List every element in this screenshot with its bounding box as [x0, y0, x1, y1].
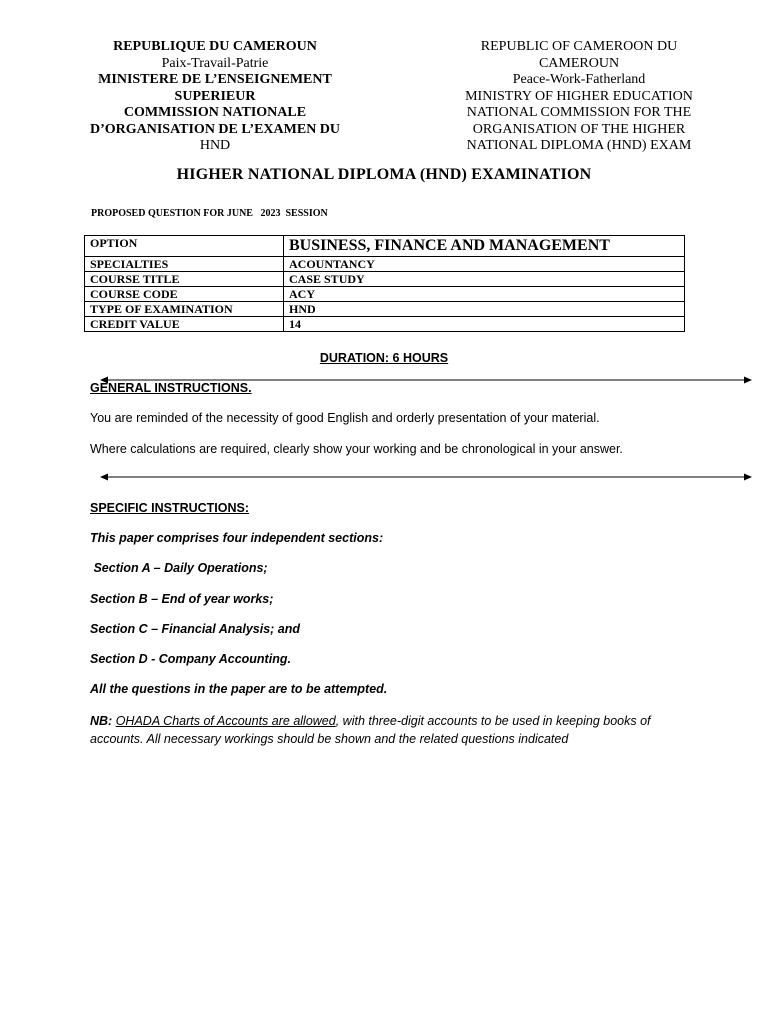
header-en-line: CAMEROUN — [538, 55, 620, 71]
exam-title: HIGHER NATIONAL DIPLOMA (HND) EXAMINATION — [176, 166, 592, 183]
table-row — [85, 236, 685, 257]
exam-type-label: TYPE OF EXAMINATION — [85, 302, 284, 317]
sections-intro: This paper comprises four independent sections: — [90, 531, 384, 545]
header-fr-line: MINISTERE DE L’ENSEIGNEMENT — [98, 72, 332, 87]
header-fr-line: SUPERIEUR — [174, 88, 256, 104]
nb-text: accounts. All necessary workings should be shown and the related questions indicated — [90, 732, 569, 746]
header-french — [80, 39, 350, 155]
nb-text: , with three-digit accounts to be used in keeping books of — [335, 714, 651, 728]
general-instruction-2: Where calculations are required, clearly show your working and be chronological in your answer. — [90, 442, 623, 456]
table-row — [85, 287, 685, 302]
double-arrow-divider — [100, 375, 752, 385]
course-info-table — [84, 235, 685, 332]
course-code-value: ACY — [284, 287, 685, 302]
specific-instructions-heading: SPECIFIC INSTRUCTIONS: — [90, 501, 250, 515]
table-row — [85, 317, 685, 332]
course-title-value: CASE STUDY — [284, 272, 685, 287]
section-b-item: Section B – End of year works; — [90, 592, 274, 606]
header-en-line: ORGANISATION OF THE HIGHER — [472, 121, 686, 137]
header-fr-line: COMMISSION NATIONALE — [123, 105, 307, 120]
duration: DURATION: 6 HOURS — [319, 351, 449, 365]
header-en-line: Peace-Work-Fatherland — [512, 72, 646, 87]
section-d-item: Section D - Company Accounting. — [90, 652, 291, 666]
course-code-label: COURSE CODE — [85, 287, 284, 302]
section-c-item: Section C – Financial Analysis; and — [90, 622, 301, 636]
nb-label: NB: — [90, 714, 113, 728]
header-en-line: REPUBLIC OF CAMEROON DU — [480, 39, 678, 54]
option-value: BUSINESS, FINANCE AND MANAGEMENT — [284, 236, 685, 257]
header-en-line: NATIONAL COMMISSION FOR THE — [466, 105, 692, 120]
specialties-value: ACOUNTANCY — [284, 257, 685, 272]
general-instruction-1: You are reminded of the necessity of good English and orderly presentation of your material. — [90, 411, 600, 425]
header-en-line: NATIONAL DIPLOMA (HND) EXAM — [466, 138, 692, 153]
option-label: OPTION — [85, 236, 284, 257]
course-title-label: COURSE TITLE — [85, 272, 284, 287]
header-fr-line: HND — [199, 138, 231, 153]
exam-type-value: HND — [284, 302, 685, 317]
nb-note — [90, 712, 651, 748]
header-fr-line: Paix-Travail-Patrie — [161, 55, 269, 71]
header-en-line: MINISTRY OF HIGHER EDUCATION — [465, 88, 693, 104]
table-row — [85, 257, 685, 272]
nb-allowed-text: OHADA Charts of Accounts are allowed — [115, 714, 336, 728]
section-a-item: Section A – Daily Operations; — [90, 561, 268, 575]
table-row — [85, 272, 685, 287]
header-fr-line: REPUBLIQUE DU CAMEROUN — [113, 39, 317, 54]
header-fr-line: D’ORGANISATION DE L’EXAMEN DU — [89, 121, 341, 137]
credit-value-value: 14 — [284, 317, 685, 332]
header-english — [452, 39, 706, 155]
table-row — [85, 302, 685, 317]
session-line: PROPOSED QUESTION FOR JUNE 2023 SESSION — [91, 208, 328, 219]
all-questions-note: All the questions in the paper are to be attempted. — [90, 682, 388, 696]
credit-value-label: CREDIT VALUE — [85, 317, 284, 332]
specialties-label: SPECIALTIES — [85, 257, 284, 272]
general-instructions-heading: GENERAL INSTRUCTIONS. — [90, 381, 252, 395]
double-arrow-divider — [100, 472, 752, 482]
